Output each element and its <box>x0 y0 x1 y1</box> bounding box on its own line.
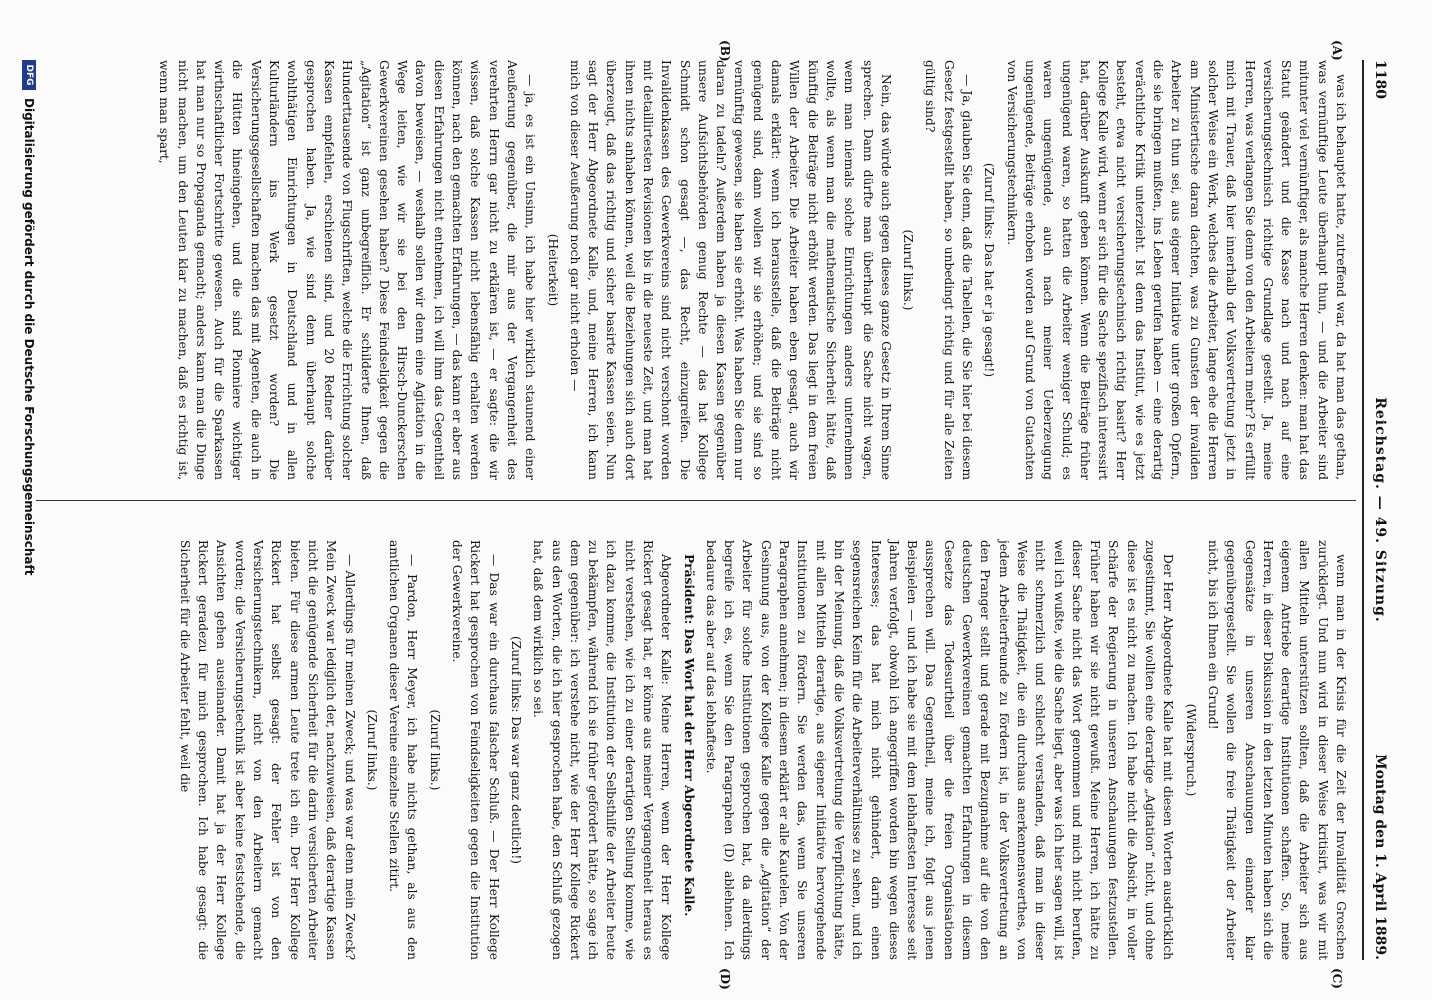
president-statement: Präsident: Das Wort hat der Herr Abgeordnete Kalle. <box>681 554 696 917</box>
footer-text: Digitalisierung gefördert durch die Deutsche Forschungsgemeinschaft <box>22 98 36 576</box>
paragraph: Abgeordneter Kalle: Meine Herren, wenn der Herr Kollege Rickert gesagt hat, er könne aus meiner Vergangenheit heraus es nicht verstehen, wie ich zu einer derartigen Stellung komme, wie ich dazu komme, die Institution der Selbsthilfe der Arbeiter heute zu bekämpfen, während ich sie früher gefördert hätte, so sage ich dem gegenüber: ich verstehe nicht, wie der Herr Kollege Rickert aus den Worten, die ich hier gesprochen habe, den Schluß gezogen hat, daß dem wirklich so sei. <box>531 540 674 960</box>
session-date: Montag den 1. April 1889. <box>1372 754 1388 960</box>
interjection: (Zuruf links: Das war ganz deutlich!) <box>508 635 523 865</box>
paragraph: — Ja, glauben Sie denn, daß die Tabellen, die Sie hier bei diesem Gesetz festgestellt haben, so unbedingt richtig und für alle Zeiten gültig sind? <box>923 60 975 480</box>
interjection: (Widerspruch.) <box>1183 703 1198 797</box>
interjection: (Zuruf links.) <box>364 709 379 791</box>
dfg-logo: DFG <box>22 60 36 90</box>
page-title: Reichstag. — 49. Sitzung. <box>1372 397 1388 623</box>
page-number: 1180 <box>1372 60 1388 99</box>
interjection: (Zuruf links.) <box>427 709 442 791</box>
paragraph: — Pardon, Herr Meyer, ich habe nichts gethan, als aus den amtlichen Organen dieser Vereine einzelne Stellen zitirt. <box>387 540 420 960</box>
column-divider <box>36 500 1356 501</box>
page-header <box>1362 60 1390 960</box>
interjection: (Heiterkeit) <box>545 233 560 307</box>
margin-mark-c: (C) <box>1330 968 1344 989</box>
interjection: (Zuruf links.) <box>901 229 916 311</box>
digitization-footer <box>22 0 36 1000</box>
margin-mark-b: (B) <box>718 40 732 62</box>
right-column <box>50 540 1350 960</box>
left-column <box>50 60 1350 480</box>
paragraph: was ich behauptet hatte, zutreffend war, da hat man das gethan, was vernünftige Leute überhaupt thun, — und die Arbeiter sind mitunter viel vernünftiger, als manche Herren denken: man hat das Statut geändert und die Kasse nach und nach auf eine versicherungstechnisch richtige Grundlage gestellt. Ja, meine Herren, was verlangen Sie denn von den Arbeitern mehr? Es erfüllt mich mit Trauer, daß hier innerhalb der Volksvertretung jetzt in solcher Weise ein Werk, welches die Arbeiter, lange ehe die Herren am Ministertische daran dachten, was zu Gunsten der invaliden Arbeiter zu thun sei, aus eigener Initiative unter großen Opfern, die sie bringen mußten, ins Leben gerufen haben — eine derartig verächtliche Kritik unterzieht. Ist denn das Institut, wie es jetzt besteht, etwa nicht versicherungstechnisch richtig basirt? Herr Kollege Kalle wird, wenn er sich für die Sache spezifisch interessirt hat, darüber Auskunft geben können. Wenn die Beiträge früher ungenügend waren, so hatten die Arbeiter weniger Schuld; es waren ungenügende, auch nach meiner Ueberzeugung ungenügende, Beiträge erhoben worden auf Grund von Gutachten von Versicherungstechnikern. <box>1004 60 1348 480</box>
paragraph: Nein, das würde auch gegen dieses ganze Gesetz in Ihrem Sinne sprechen. Dann dürfte man überhaupt die Sache nicht wagen, wenn man niemals solche Einrichtungen anders unternehmen wollte, als wenn man die mathematische Sicherheit hätte, daß künftig die Beiträge nicht erhöht werden. Das liegt in dem freien Willen der Arbeiter. Die Arbeiter haben eben gesagt, auch wir damals erklärt: wenn ich herausstelle, daß die Beiträge nicht genügend sind, dann wollen wir sie erhöhen; und sie sind so vernünftig gewesen, sie haben sie erhöht. Was haben Sie denn nur daran zu tadeln? Außerdem haben ja diesen Kassen gegenüber unsere Aufsichtsbehörden genug Rechte — das hat Kollege Schmidt schon gesagt —, das Recht, einzugreifen. Die Invalidenkassen des Gewerkvereins sind nicht verschont worden mit detaillirtesten Revisionen bis in die neueste Zeit, und man hat ihnen nichts anhaben können, weil die Beziehungen sich auch dort überzeugt, daß das richtig und sicher basirte Kassen seien. Nun sagt der Herr Abgeordnete Kalle, und, meine Herren, ich kann mich von dieser Aeußerung noch gar nicht erholen — <box>567 60 893 480</box>
paragraph: — ja, es ist ein Unsinn, ich habe hier wirklich staunend einer Aeußerung gegenüber, die mir aus der Vergangenheit des verehrten Herrn gar nicht zu erklären ist, — er sagte: die wir wissen, daß solche Kassen nicht lebensfähig erhalten werden können, nach den gemachten Erfahrungen, — das kann er aber aus diesen Erfahrungen nicht entnehmen, ich will ihm das Gegentheil davon beweisen, — weshalb sollen wir denn eine Agitation in die Wege leiten, wie wir sie bei den Hirsch-Dunckerschen Gewerkvereinen gesehen haben? Diese Feindseligkeit gegen die „Agitation“ ist ganz unbegreiflich. Er schilderte Ihnen, daß Hunderttausende von Flugschriften, welche die Errichtung solcher Kassen empfehlen, erschienen sind, und 20 Redner darüber gesprochen haben. Ja, wie sind denn überhaupt solche wohlthätigen Einrichtungen in Deutschland und in allen Kulturländern ins Werk gesetzt worden? Die Versicherungsgesellschaften machen das mit Agenten, die auch in die Hütten hineingehen, und die sind Pionniere wichtiger wirthschaftlicher Fortschritte gewesen. Auch für die Sparkassen hat man nur so Propaganda gemacht; anders kann man die Dinge nicht machen, um den Leuten klar zu machen, daß es richtig ist, wenn man spart, <box>157 60 538 480</box>
paragraph: Der Herr Abgeordnete Kalle hat mit diesen Worten ausdrücklich zugestimmt, Sie wollten eine derartige „Agitation“ nicht, und ohne diese ist es nicht zu machen. Ich habe nicht die Absicht, in voller Schärfe der Regierung in unseren Anschauungen festzustellen. Früher haben wir sie nicht gewußt. Meine Herren, ich hätte zu dieser Sache nicht das Wort genommen und mich nicht berufen, weil ich wußte, wie die Sache liegt, aber was ich hier sagen will, ist nicht schmerzlich und schlecht verstanden, daß man in dieser Weise die Thätigkeit, die ein durchaus anerkennenswerthes, von jedem Arbeiterfreunde zu fördern ist, in der Volksvertretung an den Pranger stellt und gerade mit Bezugnahme auf die von den deutschen Gewerkvereinen gemachten Erfahrungen in diesem Gesetze das Todesurtheil über die freien Organisationen aussprechen will. Das Gegentheil, meine ich, folgt aus jenen Beispielen — und ich habe sie mit dem lebhaftesten Interesse seit Jahren verfolgt, obwohl ich angegriffen worden bin wegen dieses Interesses; das hat mich nicht gehindert, darin einen segensreichen Keim für die Arbeiterverhältnisse zu sehen, und ich bin der Meinung, daß die Volksvertretung die Verpflichtung hätte, mit allen Mitteln derartige, aus eigener Initiative hervorgehende Institutionen zu fördern. Sie werden das, wenn Sie unseren Paragraphen annehmen; in diesem erklärt er alle Kautelen. Von der Gesinnung aus, von der Kollege Kalle gegen die „Agitation“ der Arbeiter für solche Institutionen gesprochen hat, da allerdings begreife ich es, wenn Sie den Paragraphen (D) ablehnen. Ich bedaure das aber auf das lebhafteste. <box>703 540 1176 960</box>
paragraph: — Allerdings für meinen Zweck; und was war denn mein Zweck? Mein Zweck war lediglich der, nachzuweisen, daß derartige Kassen nicht die genügende Sicherheit für die darin versicherten Arbeiter bieten. Für diese armen Leute trete ich ein. Der Herr Kollege Rickert hat selbst gesagt: der Fehler ist von den Versicherungstechnikern, nicht von den Arbeitern gemacht worden; die Versicherungstechnik ist aber keine feststehende, die Ansichten gehen auseinander. Damit hat ja der Herr Kollege Rickert geradezu für mich gesprochen. Ich habe gesagt: die Sicherheit für die Arbeiter fehlt, weil die <box>177 540 357 960</box>
paragraph: — Das war ein durchaus falscher Schluß. — Der Herr Kollege Rickert hat gesprochen von Feindseligkeiten gegen die Institution der Gewerkvereine. <box>450 540 501 960</box>
interjection: (Zuruf links: Das hat er ja gesagt!) <box>982 162 997 378</box>
margin-mark-d: (D) <box>718 968 732 990</box>
margin-mark-a: (A) <box>1330 40 1344 61</box>
paragraph: wenn man in der Krisis für die Zeit der Invalidität Groschen zurücklegt. Und nun wird in dieser Weise kritisirt, was wir mit allen Mitteln unterstützen sollten, daß die Arbeiter sich aus eigenem Antriebe derartige Institutionen schaffen. So, meine Herren, in dieser Diskussion in den letzten Minuten haben sich die Gegensätze in unseren Anschauungen einander klar gegenübergestellt. Sie wollen die freie Thätigkeit der Arbeiter nicht, bis ich Ihnen ein Grund! <box>1205 540 1348 960</box>
